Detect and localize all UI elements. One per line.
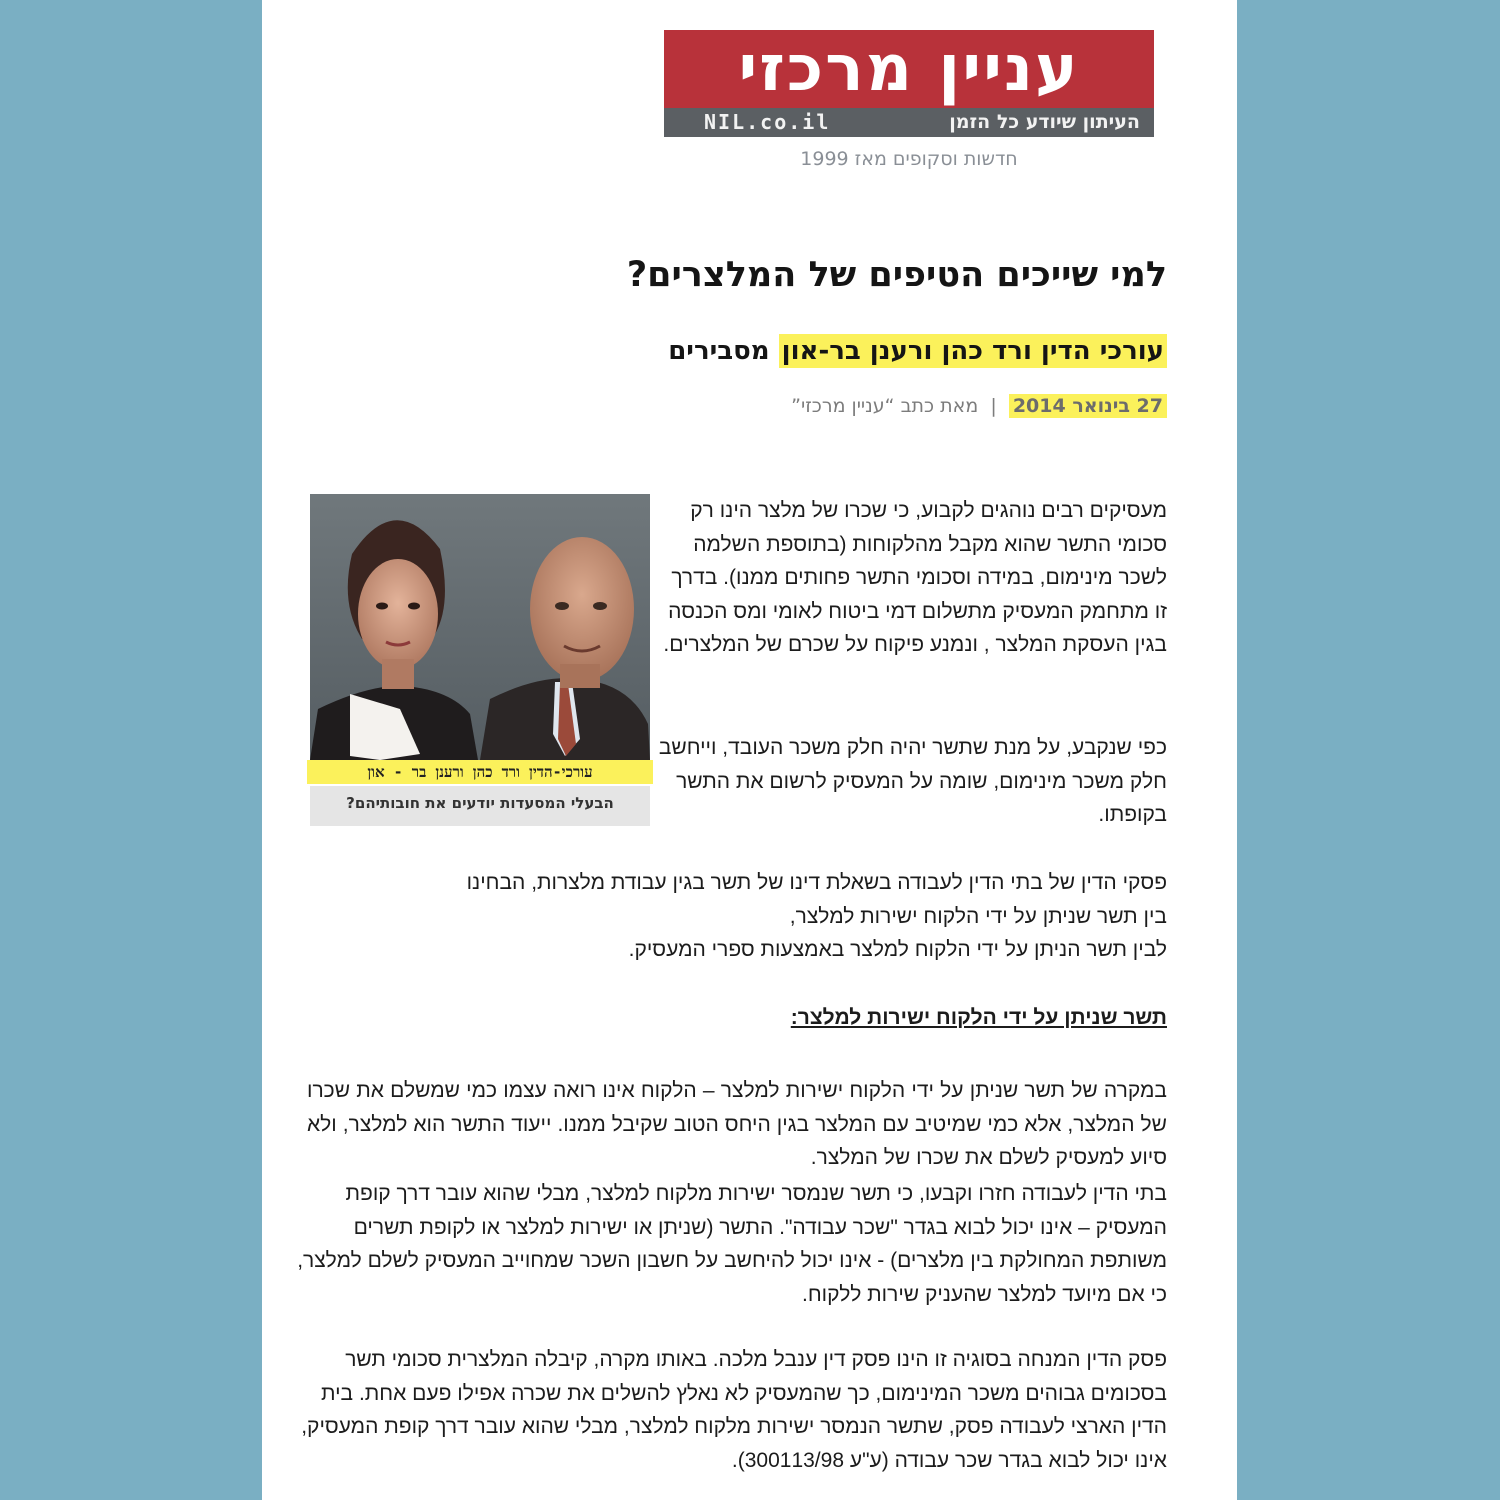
article-paragraph-1: מעסיקים רבים נוהגים לקבוע, כי שכרו של מלצר הינו רק סכומי התשר שהוא מקבל מהלקוחות (בתוספת השלמה לשכר מינימום, במידה וסכומי התשר פחותים ממנו). בדרך זו מתחמק המעסיק מתשלום דמי ביטוח לאומי ומס הכנסה בגין העסקת המלצר , ונמנע פיקוח על שכרם של המלצרים. bbox=[663, 499, 1167, 657]
article-paragraph-2: כפי שנקבע, על מנת שתשר יהיה חלק משכר העובד, וייחשב חלק משכר מינימום, שומה על המעסיק לרשום את התשר בקופתו. bbox=[658, 736, 1167, 827]
paragraph-3-line-3: לבין תשר הניתן על ידי הלקוח למלצר באמצעות ספרי המעסיק. bbox=[628, 938, 1167, 962]
dateline-separator: | bbox=[990, 395, 997, 417]
article-byline: מאת כתב “עניין מרכזי” bbox=[791, 395, 979, 417]
paragraph-3-line-2: בין תשר שניתן על ידי הלקוח ישירות למלצר, bbox=[789, 904, 1167, 928]
subheadline-rest: מסבירים bbox=[668, 336, 770, 366]
newspaper-page bbox=[262, 0, 1237, 1500]
authors-photo bbox=[310, 494, 650, 826]
article-paragraph-3 bbox=[347, 866, 1167, 967]
subheadline-highlight: עורכי הדין ורד כהן ורענן בר-און bbox=[779, 334, 1167, 368]
article-paragraph-4: במקרה של תשר שניתן על ידי הלקוח ישירות למלצר – הלקוח אינו רואה עצמו כמי שמשלם את שכרו של המלצר, אלא כמי שמיטיב עם המלצר בגין היחס הטוב שקיבל ממנו. ייעוד התשר הוא למלצר, ולא סיוע למעסיק לשלם את שכרו של המלצר. bbox=[307, 1079, 1167, 1170]
photo-caption: הבעלי המסעדות יודעים את חובותיהם? bbox=[310, 786, 650, 826]
masthead-title: עניין מרכזי bbox=[738, 32, 1080, 106]
article-subheadline bbox=[307, 336, 1167, 366]
article-headline: למי שייכים הטיפים של המלצרים? bbox=[626, 255, 1167, 295]
masthead-slogan: העיתון שיודע כל הזמן bbox=[949, 111, 1140, 133]
photo-image bbox=[310, 494, 650, 760]
photo-names-band: עורכי-הדין ורד כהן ורענן בר - און bbox=[307, 760, 653, 784]
masthead-logo bbox=[664, 30, 1154, 137]
article-paragraph-5: בתי הדין לעבודה חזרו וקבעו, כי תשר שנמסר ישירות מלקוח למלצר, מבלי שהוא עובר דרך קופת המעסיק – אינו יכול לבוא בגדר "שכר עבודה". התשר (שניתן או ישירות למלצר או לקופת תשרים משותפת המחולקת בין מלצרים) - אינו יכול להיחשב על חשבון השכר שמחוייב המעסיק לשלם למלצר, כי אם מיועד למלצר שהעניק שירות ללקוח. bbox=[297, 1182, 1167, 1306]
article-date: 27 בינואר 2014 bbox=[1009, 394, 1167, 418]
section-heading-text: תשר שניתן על ידי הלקוח ישירות למלצר: bbox=[790, 1006, 1167, 1029]
article-paragraph-6: פסק הדין המנחה בסוגיה זו הינו פסק דין ענבל מלכה. באותו מקרה, קיבלה המלצרית סכומי תשר בסכומים גבוהים משכר המינימום, כך שהמעסיק לא נאלץ להשלים את שכרה אפילו פעם אחת. בית הדין הארצי לעבודה פסק, שתשר הנמסר ישירות מלקוח למלצר, מבלי שהוא עובר דרך קופת המעסיק, אינו יכול לבוא בגדר שכר עבודה (ע"ע 300113/98). bbox=[301, 1348, 1167, 1472]
masthead-subtitle: חדשות וסקופים מאז 1999 bbox=[800, 148, 1018, 170]
dateline bbox=[307, 395, 1167, 417]
masthead-url: NIL.co.il bbox=[704, 110, 831, 134]
section-heading bbox=[347, 1006, 1167, 1030]
paragraph-3-line-1: פסקי הדין של בתי הדין לעבודה בשאלת דינו של תשר בגין עבודת מלצרות, הבחינו bbox=[466, 871, 1167, 894]
portrait-illustration bbox=[310, 494, 650, 760]
